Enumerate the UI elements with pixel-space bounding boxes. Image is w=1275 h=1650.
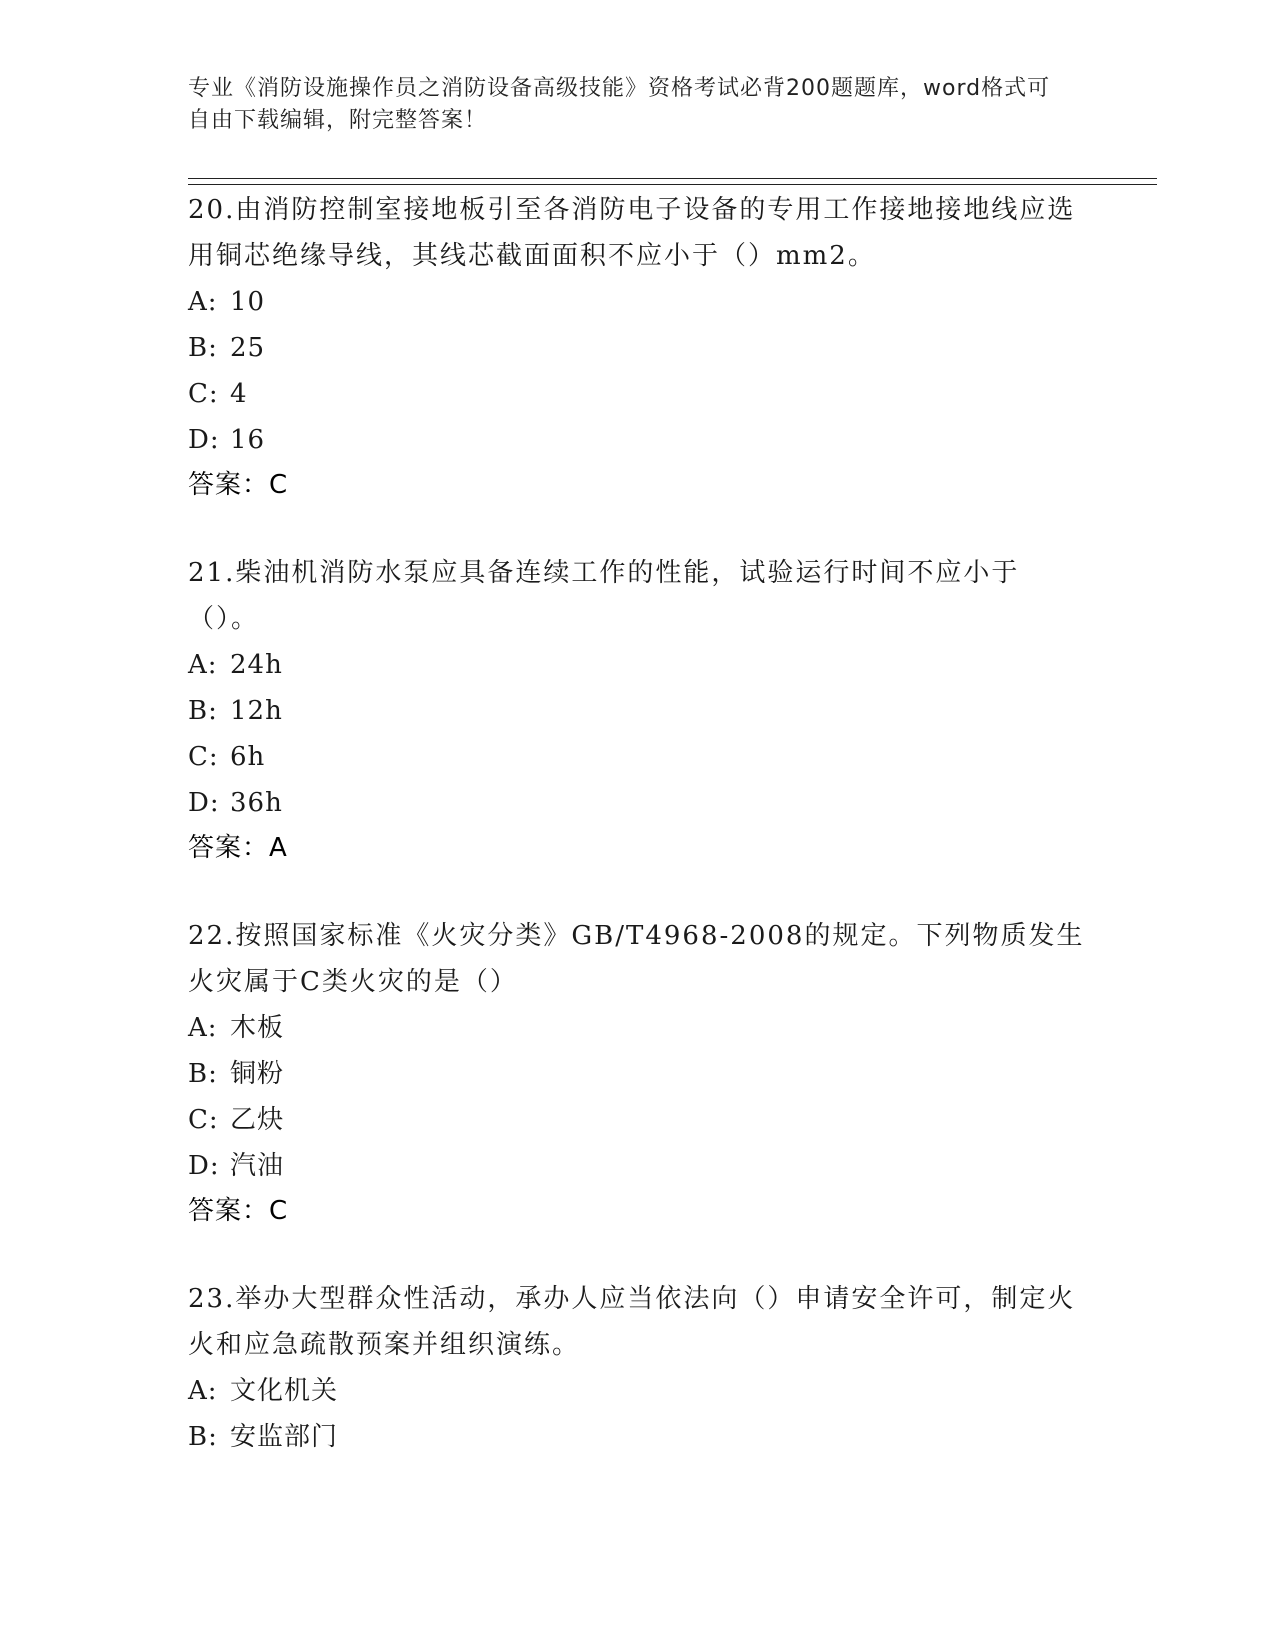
header-divider-top [188,178,1157,179]
header-divider-bottom [188,184,1157,185]
option-letter: A: [188,1013,218,1043]
option-value: 36h [230,788,283,818]
question-text: 20.由消防控制室接地板引至各消防电子设备的专用工作接地接地线应选用铜芯绝缘导线，其线芯截面面积不应小于（）mm2。 [188,195,1076,271]
question-text: 22.按照国家标准《火灾分类》GB/T4968-2008的规定。下列物质发生火灾属于C类火灾的是（） [188,921,1085,997]
option-d [188,1143,1088,1189]
option-b [188,1051,1088,1097]
option-letter: A: [188,287,218,317]
option-letter: C: [188,379,219,409]
option-value: 24h [230,650,283,680]
option-d [188,417,1088,463]
option-value: 安监部门 [230,1422,339,1452]
option-letter: D: [188,425,220,455]
question-20 [188,187,1088,507]
option-a [188,642,1088,688]
question-21 [188,550,1088,870]
option-b [188,1414,1088,1460]
option-value: 25 [230,333,266,363]
option-letter: D: [188,1151,220,1181]
answer-label: 答案：A [188,833,288,863]
option-d [188,780,1088,826]
question-23 [188,1276,1088,1460]
question-22 [188,913,1088,1233]
option-value: 10 [230,287,266,317]
option-value: 4 [230,379,248,409]
option-b [188,325,1088,371]
option-c [188,734,1088,780]
document-header: 专业《消防设施操作员之消防设备高级技能》资格考试必背200题题库，word格式可自由下载编辑，附完整答案！ [188,76,1051,133]
option-b [188,688,1088,734]
answer-label: 答案：C [188,470,289,500]
option-letter: B: [188,1422,218,1452]
option-letter: A: [188,1376,218,1406]
option-value: 乙炔 [230,1105,285,1135]
option-a [188,279,1088,325]
option-letter: B: [188,333,218,363]
option-c [188,1097,1088,1143]
option-value: 汽油 [230,1151,285,1181]
option-c [188,371,1088,417]
option-letter: C: [188,742,219,772]
option-value: 6h [230,742,266,772]
option-value: 文化机关 [230,1376,339,1406]
option-value: 12h [230,696,283,726]
option-a [188,1005,1088,1051]
option-letter: D: [188,788,220,818]
question-text: 23.举办大型群众性活动，承办人应当依法向（）申请安全许可，制定火火和应急疏散预案并组织演练。 [188,1284,1076,1360]
option-value: 木板 [230,1013,285,1043]
option-a [188,1368,1088,1414]
option-value: 铜粉 [230,1059,285,1089]
question-text: 21.柴油机消防水泵应具备连续工作的性能，试验运行时间不应小于（）。 [188,558,1020,634]
option-letter: C: [188,1105,219,1135]
answer-label: 答案：C [188,1196,289,1226]
option-letter: A: [188,650,218,680]
option-value: 16 [230,425,266,455]
option-letter: B: [188,696,218,726]
option-letter: B: [188,1059,218,1089]
